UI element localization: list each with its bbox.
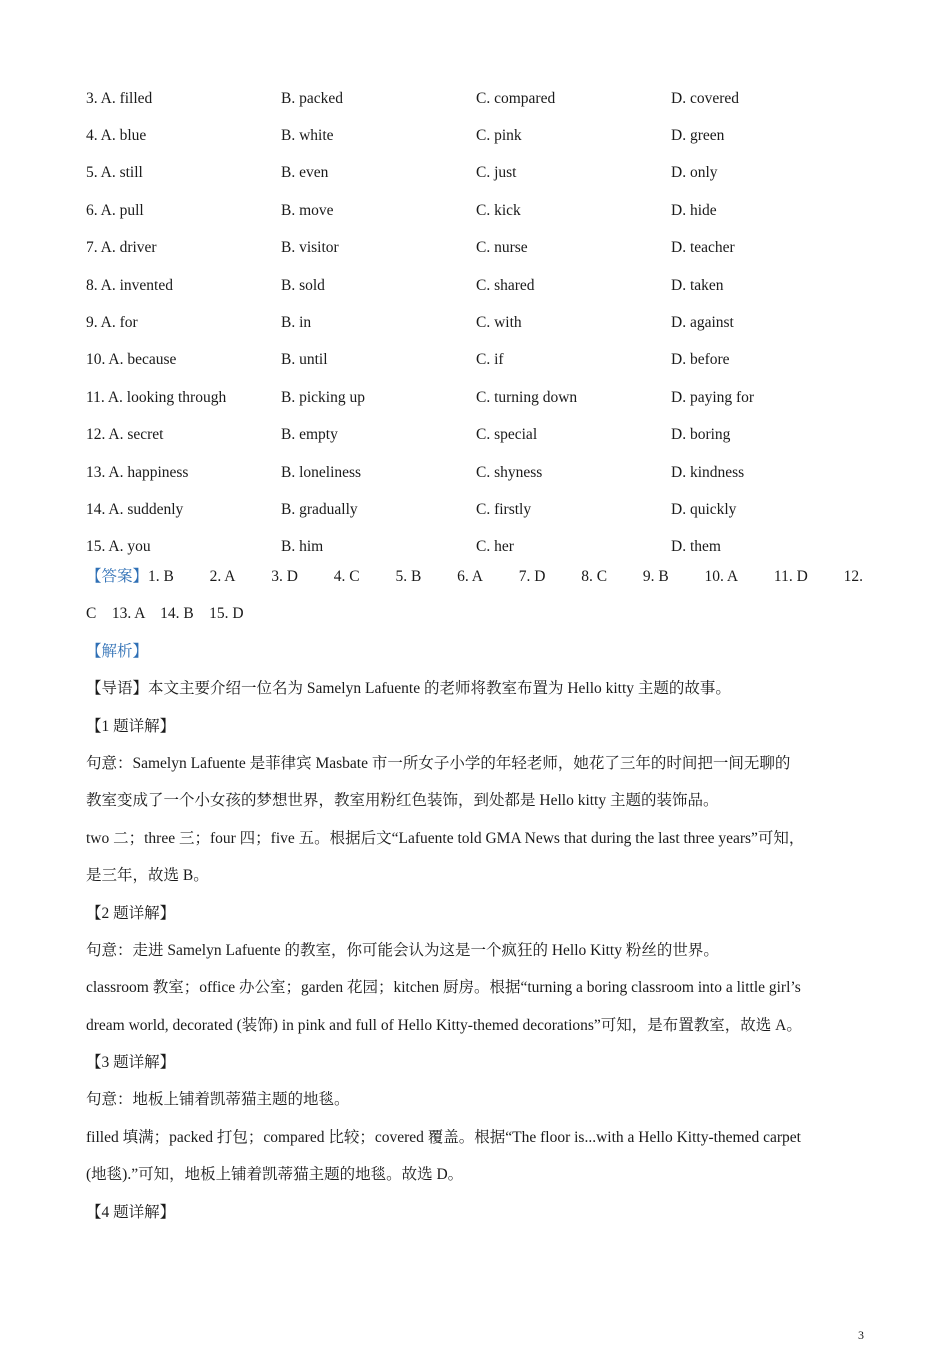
- option-a: 8. A. invented: [86, 276, 173, 294]
- option-a: 15. A. you: [86, 538, 151, 556]
- answer-item: 11. D: [773, 568, 808, 585]
- answer-item: 6. A: [457, 568, 483, 585]
- option-row-4: [86, 117, 866, 154]
- answer-item: 2. A: [209, 568, 236, 585]
- option-a: 14. A. suddenly: [86, 500, 184, 518]
- option-row-12: [86, 417, 866, 454]
- option-c: C. firstly: [476, 500, 532, 518]
- option-b: B. gradually: [281, 500, 358, 518]
- option-a: 9. A. for: [86, 314, 138, 332]
- q1-text: 句意：Samelyn Lafuente 是菲律宾 Masbate 市一所女子小学的年轻老师，她花了三年的时间把一间无聊的: [86, 754, 791, 772]
- answer-item: 8. C: [581, 568, 608, 585]
- option-d: D. hide: [671, 201, 717, 219]
- option-b: B. until: [281, 351, 328, 369]
- option-d: D. green: [671, 127, 725, 145]
- option-d: D. covered: [671, 89, 739, 107]
- answer-label: 【答案】: [86, 568, 149, 585]
- options-list: [86, 80, 866, 566]
- option-b: B. sold: [281, 276, 325, 294]
- answer-item: 3. D: [271, 568, 298, 585]
- answer-item: 1. B: [148, 568, 174, 585]
- option-a: 6. A. pull: [86, 201, 144, 219]
- option-a: 10. A. because: [86, 351, 177, 369]
- option-row-13: [86, 454, 866, 491]
- q2-text: dream world, decorated (装饰) in pink and full of Hello Kitty-themed decorations”可知，是布置教室，故选 A。: [86, 1016, 802, 1034]
- option-c: C. with: [476, 314, 522, 332]
- option-d: D. before: [671, 351, 730, 369]
- option-c: C. kick: [476, 201, 521, 219]
- option-b: B. packed: [281, 89, 343, 107]
- option-c: C. turning down: [476, 388, 578, 406]
- analysis-label: 【解析】: [86, 642, 149, 660]
- option-c: C. compared: [476, 89, 556, 107]
- option-b: B. empty: [281, 426, 338, 444]
- option-d: D. taken: [671, 276, 724, 294]
- option-b: B. loneliness: [281, 463, 362, 481]
- q1-text: 是三年，故选 B。: [86, 867, 209, 885]
- answer-item: 9. B: [642, 568, 669, 585]
- q3-title: 【3 题详解】: [86, 1054, 176, 1072]
- option-row-3: [86, 80, 866, 117]
- answer-item: 7. D: [518, 568, 546, 585]
- option-d: D. them: [671, 538, 721, 556]
- guide-text: 【导语】本文主要介绍一位名为 Samelyn Lafuente 的老师将教室布置为 Hello kitty 主题的故事。: [86, 680, 731, 698]
- option-row-11: [86, 379, 866, 416]
- option-c: C. shyness: [476, 463, 543, 481]
- option-row-9: [86, 304, 866, 341]
- option-a: 5. A. still: [86, 164, 143, 182]
- option-a: 13. A. happiness: [86, 463, 189, 481]
- q2-text: 句意：走进 Samelyn Lafuente 的教室，你可能会认为这是一个疯狂的 Hello Kitty 粉丝的世界。: [86, 941, 719, 959]
- option-c: C. special: [476, 426, 538, 444]
- explanation-block: [86, 558, 866, 1231]
- answer-item: 10. A: [704, 568, 739, 585]
- answer-item: 5. B: [395, 568, 422, 585]
- option-b: B. him: [281, 538, 324, 556]
- q1-title: 【1 题详解】: [86, 717, 176, 735]
- option-a: 3. A. filled: [86, 89, 153, 107]
- option-c: C. just: [476, 164, 517, 182]
- q2-title: 【2 题详解】: [86, 904, 176, 922]
- option-b: B. move: [281, 201, 334, 219]
- option-c: C. her: [476, 538, 514, 556]
- option-b: B. visitor: [281, 239, 339, 257]
- option-a: 4. A. blue: [86, 127, 147, 145]
- q4-title: 【4 题详解】: [86, 1203, 176, 1221]
- option-b: B. picking up: [281, 388, 365, 406]
- q2-text: classroom 教室；office 办公室；garden 花园；kitchen 厨房。根据“turning a boring classroom into a little girl’s: [86, 979, 801, 997]
- option-row-6: [86, 192, 866, 229]
- option-a: 7. A. driver: [86, 239, 157, 257]
- option-b: B. white: [281, 127, 334, 145]
- page-number: 3: [858, 1328, 864, 1342]
- option-d: D. kindness: [671, 463, 745, 481]
- option-c: C. if: [476, 351, 504, 369]
- option-c: C. nurse: [476, 239, 528, 257]
- option-d: D. teacher: [671, 239, 735, 257]
- option-row-5: [86, 155, 866, 192]
- option-d: D. paying for: [671, 388, 755, 406]
- option-d: D. only: [671, 164, 718, 182]
- q1-text: 教室变成了一个小女孩的梦想世界，教室用粉红色装饰，到处都是 Hello kitty 主题的装饰品。: [86, 792, 719, 810]
- answer-line-2: C 13. A 14. B 15. D: [86, 605, 244, 623]
- answer-line-1: [86, 558, 863, 595]
- option-d: D. against: [671, 314, 734, 332]
- option-row-10: [86, 342, 866, 379]
- option-a: 12. A. secret: [86, 426, 164, 444]
- option-c: C. shared: [476, 276, 535, 294]
- option-row-14: [86, 491, 866, 528]
- q3-text: filled 填满；packed 打包；compared 比较；covered 覆盖。根据“The floor is...with a Hello Kitty-themed carpet: [86, 1128, 801, 1146]
- answer-item: 12.: [843, 568, 863, 585]
- option-row-7: [86, 230, 866, 267]
- answer-item: 4. C: [333, 568, 360, 585]
- option-d: D. quickly: [671, 500, 737, 518]
- option-d: D. boring: [671, 426, 731, 444]
- q3-text: 句意：地板上铺着凯蒂猫主题的地毯。: [86, 1091, 350, 1109]
- q1-text: two 二；three 三；four 四；five 五。根据后文“Lafuente told GMA News that during the last three years”可知，: [86, 829, 805, 847]
- option-b: B. in: [281, 314, 312, 332]
- q3-text: (地毯).”可知，地板上铺着凯蒂猫主题的地毯。故选 D。: [86, 1166, 464, 1184]
- option-a: 11. A. looking through: [86, 388, 227, 406]
- option-b: B. even: [281, 164, 329, 182]
- option-row-8: [86, 267, 866, 304]
- option-c: C. pink: [476, 127, 522, 145]
